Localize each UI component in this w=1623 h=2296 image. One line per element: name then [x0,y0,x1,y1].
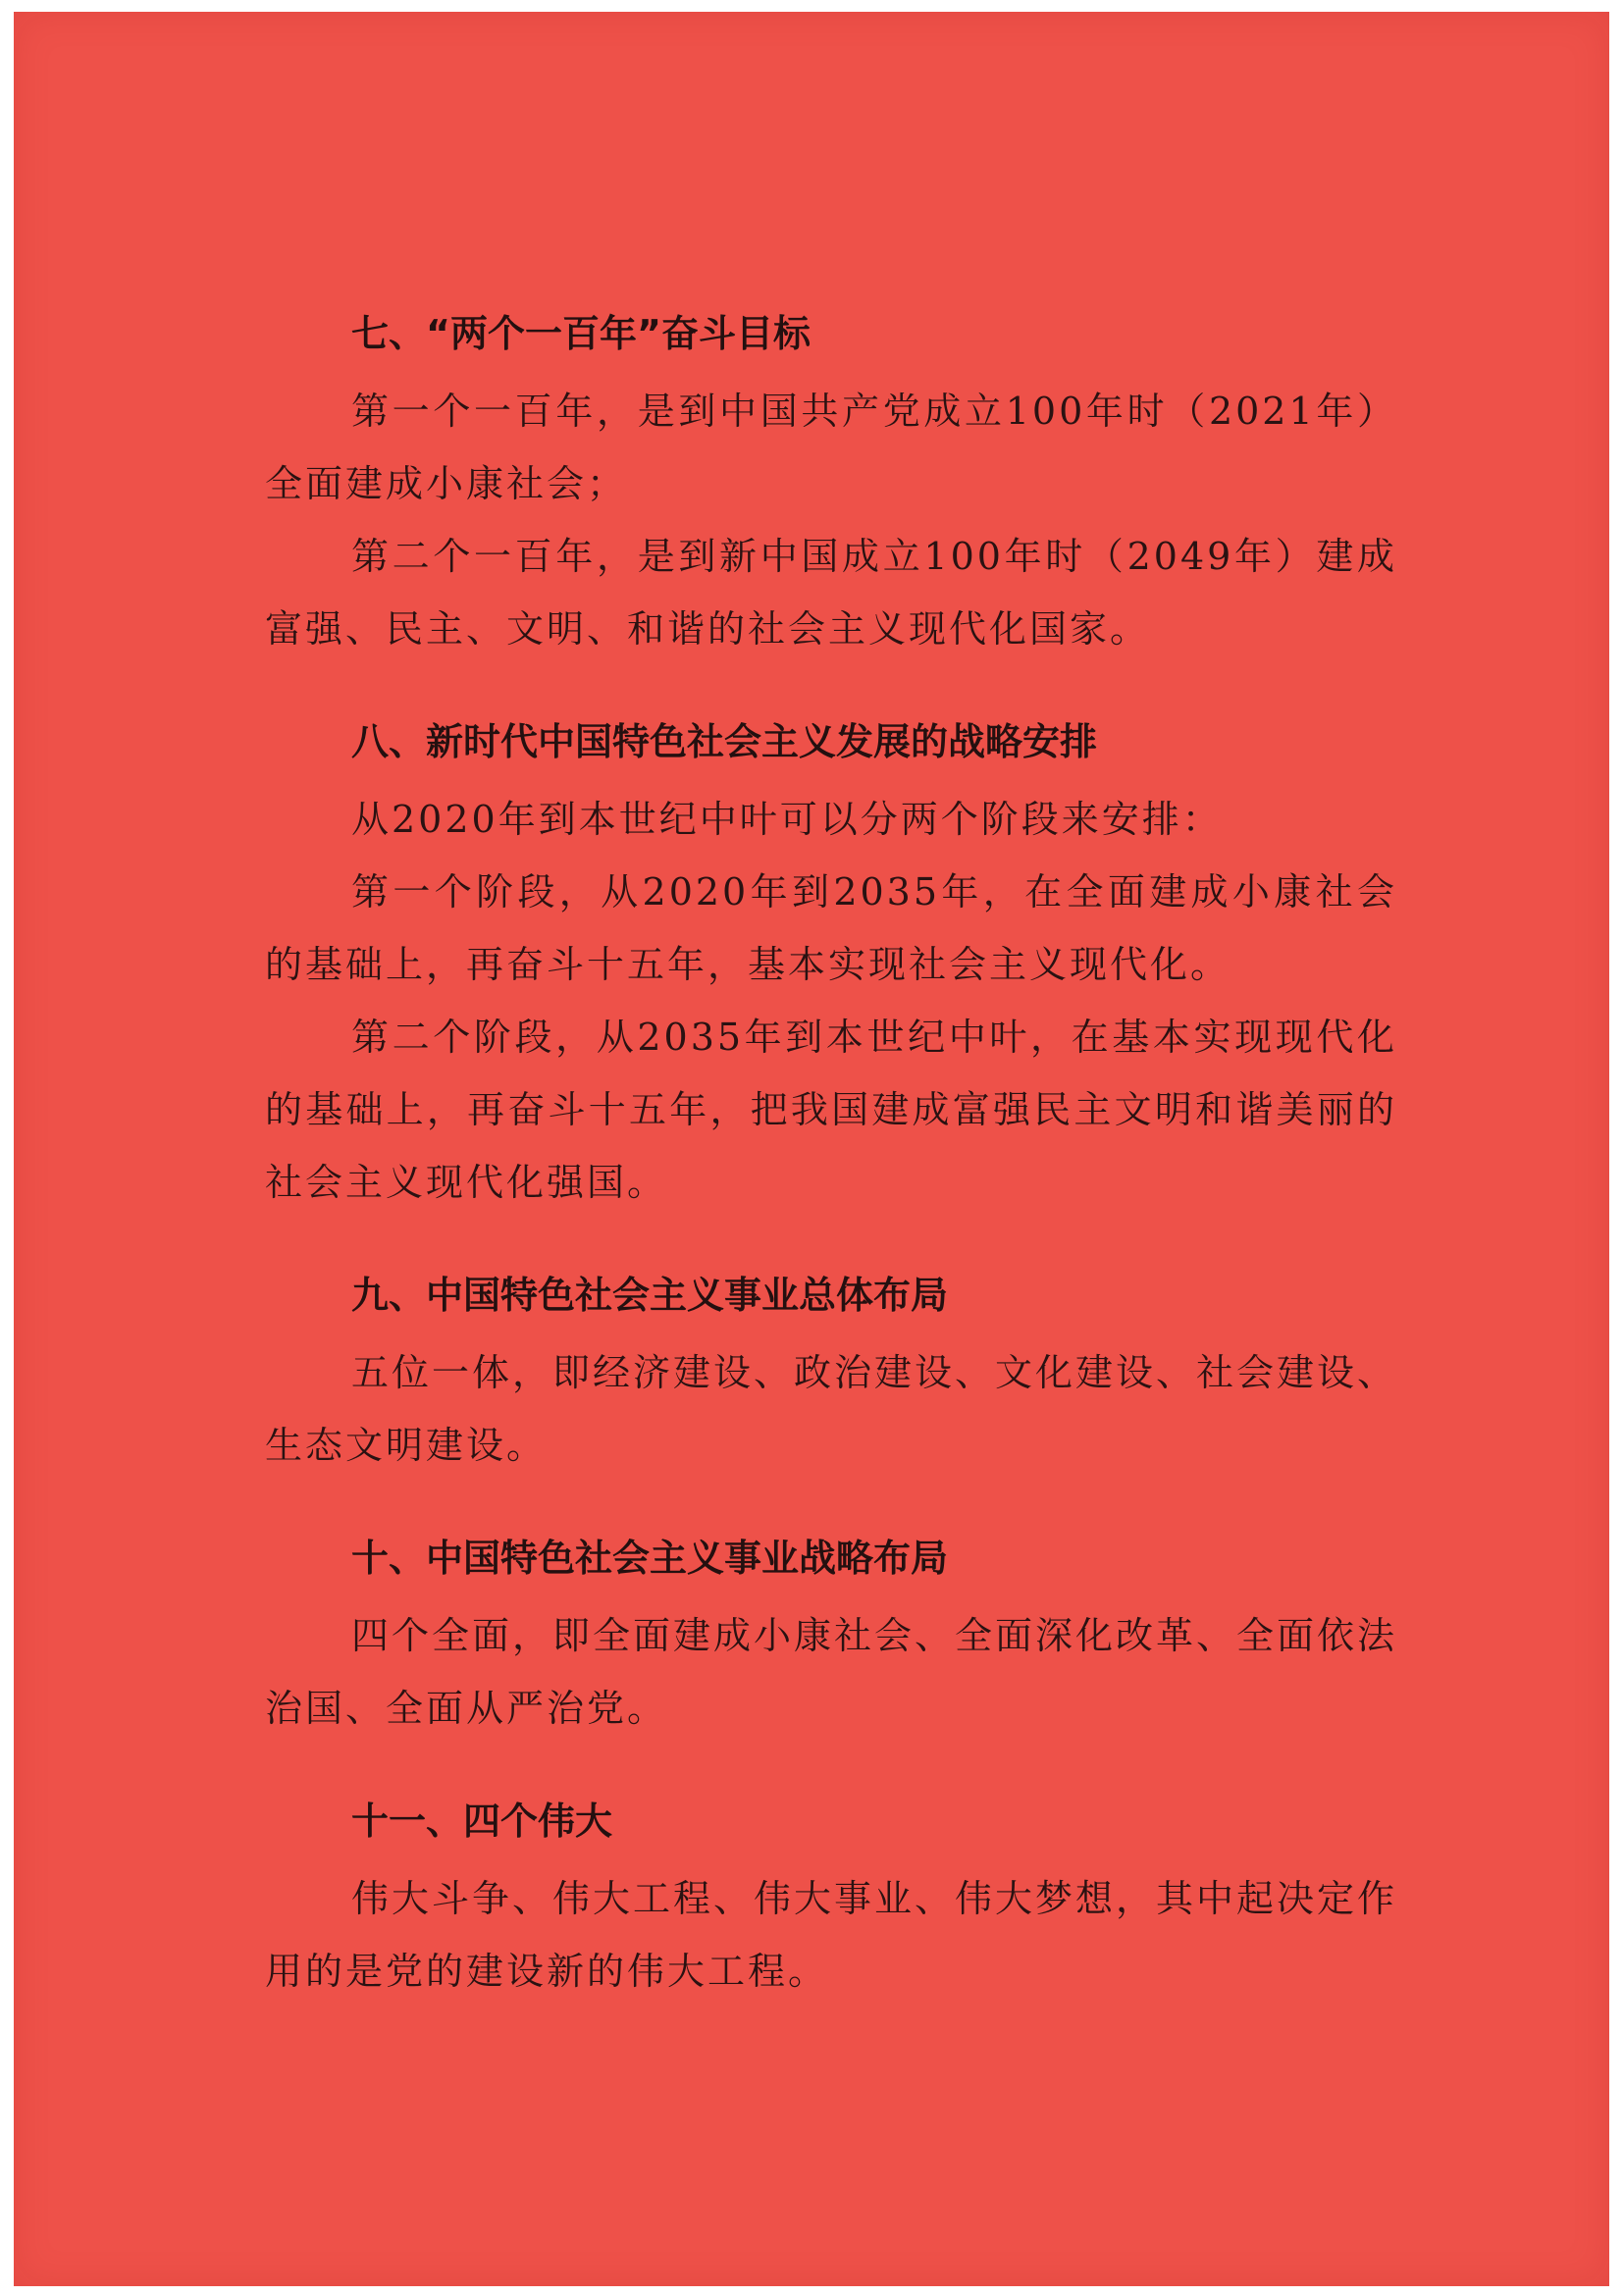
section-nine [265,1268,1397,1482]
paragraph: 伟大斗争、伟大工程、伟大事业、伟大梦想，其中起决定作用的是党的建设新的伟大工程。 [265,1877,1398,1993]
paragraph: 第一个一百年，是到中国共产党成立100年时（2021年）全面建成小康社会； [265,390,1397,505]
document-body [265,306,1397,2008]
paragraph: 第二个一百年，是到新中国成立100年时（2049年）建成富强、民主、文明、和谐的社会主义现代化国家。 [265,535,1397,651]
paragraph: 五位一体，即经济建设、政治建设、文化建设、社会建设、生态文明建设。 [265,1351,1398,1467]
paragraph: 从2020年到本世纪中叶可以分两个阶段来安排： [351,798,1223,841]
paragraph: 第一个阶段，从2020年到2035年，在全面建成小康社会的基础上，再奋斗十五年，基本实现社会主义现代化。 [265,870,1397,986]
paragraph: 四个全面，即全面建成小康社会、全面深化改革、全面依法治国、全面从严治党。 [265,1614,1398,1730]
section-title: 八、新时代中国特色社会主义发展的战略安排 [351,720,1098,763]
section-title: 七、“两个一百年”奋斗目标 [351,312,811,355]
section-ten [265,1531,1397,1745]
paragraph: 第二个阶段，从2035年到本世纪中叶，在基本实现现代化的基础上，再奋斗十五年，把我国建成富强民主文明和谐美丽的社会主义现代化强国。 [265,1016,1397,1204]
section-title: 十一、四个伟大 [351,1800,613,1843]
section-eleven [265,1794,1397,2008]
section-title: 九、中国特色社会主义事业总体布局 [351,1274,949,1317]
section-seven [265,306,1397,665]
document-page [14,12,1609,2286]
section-title: 十、中国特色社会主义事业战略布局 [351,1537,949,1580]
section-eight [265,714,1397,1219]
